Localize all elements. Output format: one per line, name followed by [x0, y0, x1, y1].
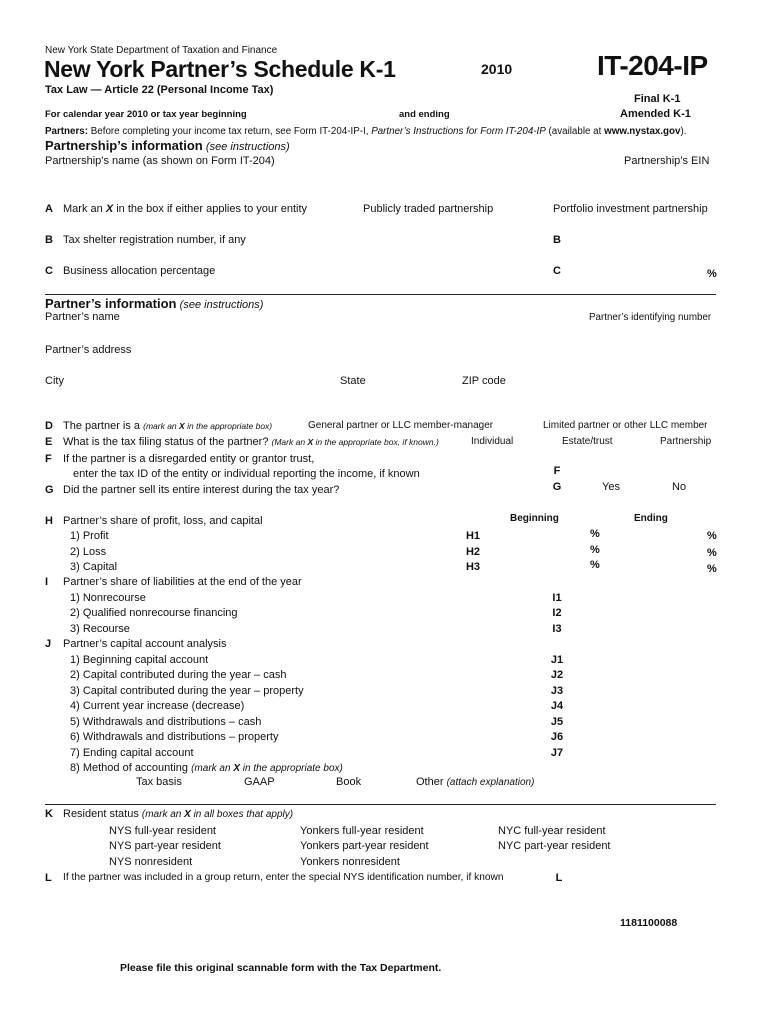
j1-label: 1) Beginning capital account — [70, 654, 209, 666]
limited-partner-checkbox[interactable]: Limited partner or other LLC member — [543, 420, 708, 431]
line-g-letter: G — [45, 484, 54, 496]
j7-label: 7) Ending capital account — [70, 747, 194, 759]
line-d-label: The partner is a (mark an X in the appropriate box) — [63, 420, 273, 432]
nys-full-year-checkbox[interactable]: NYS full-year resident — [109, 825, 216, 837]
j5-amount-field[interactable]: J5 — [550, 716, 564, 728]
i2-amount-field[interactable]: I2 — [552, 607, 562, 619]
j3-label: 3) Capital contributed during the year – property — [70, 685, 304, 697]
and-ending-label: and ending — [399, 109, 450, 120]
j1-amount-field[interactable]: J1 — [550, 654, 564, 666]
partnership-ein-field[interactable]: Partnership’s EIN — [624, 155, 710, 167]
city-field[interactable]: City — [45, 375, 64, 387]
h3-begin-percent-field[interactable]: % — [590, 559, 600, 571]
tax-shelter-field[interactable]: B — [553, 234, 561, 246]
nys-nonresident-checkbox[interactable]: NYS nonresident — [109, 856, 193, 868]
line-e-label: What is the tax filing status of the partner? (Mark an X in the appropriate box, if known.) — [63, 436, 439, 448]
line-h-letter: H — [45, 515, 53, 527]
line-g-code: G — [552, 481, 562, 493]
i2-label: 2) Qualified nonrecourse financing — [70, 607, 238, 619]
line-e-letter: E — [45, 436, 53, 448]
line-k-letter: K — [45, 808, 53, 820]
h2-begin-percent-field[interactable]: % — [590, 544, 600, 556]
partner-name-field[interactable]: Partner’s name — [45, 311, 120, 323]
nystax-link[interactable]: www.nystax.gov — [604, 126, 681, 137]
line-b-letter: B — [45, 234, 53, 246]
j6-amount-field[interactable]: J6 — [550, 731, 564, 743]
estate-trust-checkbox[interactable]: Estate/trust — [562, 436, 613, 447]
h1-label: 1) Profit — [70, 530, 109, 542]
portfolio-investment-checkbox[interactable]: Portfolio investment partnership — [553, 203, 708, 215]
h3-code: H3 — [465, 561, 481, 573]
line-l-letter: L — [45, 872, 52, 884]
line-k-label: Resident status (mark an X in all boxes that apply) — [63, 808, 294, 820]
tax-law-line: Tax Law — Article 22 (Personal Income Tax) — [45, 84, 274, 96]
line-a-label: Mark an X in the box if either applies to your entity — [63, 203, 307, 215]
partner-address-field[interactable]: Partner’s address — [45, 344, 132, 356]
h1-code: H1 — [465, 530, 481, 542]
calendar-year-label: For calendar year 2010 or tax year beginning — [45, 109, 247, 120]
yonkers-nonresident-checkbox[interactable]: Yonkers nonresident — [300, 856, 400, 868]
i3-amount-field[interactable]: I3 — [552, 623, 562, 635]
h3-end-percent-field[interactable]: % — [707, 563, 717, 575]
i3-label: 3) Recourse — [70, 623, 130, 635]
partnership-checkbox[interactable]: Partnership — [660, 436, 712, 447]
line-f-label-1: If the partner is a disregarded entity or grantor trust, — [63, 453, 315, 465]
line-c-label: Business allocation percentage — [63, 265, 216, 277]
h3-label: 3) Capital — [70, 561, 118, 573]
line-l-label: If the partner was included in a group return, enter the special NYS identification number, if known — [63, 872, 504, 883]
line-j-label: Partner’s capital account analysis — [63, 638, 227, 650]
h1-begin-percent-field[interactable]: % — [590, 528, 600, 540]
j3-amount-field[interactable]: J3 — [550, 685, 564, 697]
nyc-part-year-checkbox[interactable]: NYC part-year resident — [498, 840, 611, 852]
h2-label: 2) Loss — [70, 546, 107, 558]
j8-label: 8) Method of accounting (mark an X in the appropriate box) — [70, 762, 343, 774]
line-g-label: Did the partner sell its entire interest during the tax year? — [63, 484, 340, 496]
line-a-letter: A — [45, 203, 53, 215]
i1-amount-field[interactable]: I1 — [552, 592, 562, 604]
divider — [45, 294, 716, 295]
form-id: IT-204-IP — [597, 50, 708, 81]
tax-basis-checkbox[interactable]: Tax basis — [136, 776, 182, 788]
line-c-letter: C — [45, 265, 53, 277]
tax-year: 2010 — [481, 61, 513, 77]
nyc-full-year-checkbox[interactable]: NYC full-year resident — [498, 825, 606, 837]
partnership-info-heading: Partnership’s information (see instructions) — [45, 138, 290, 153]
filing-notice: Please file this original scannable form with the Tax Department. — [120, 962, 442, 974]
j6-label: 6) Withdrawals and distributions – property — [70, 731, 279, 743]
form-title: New York Partner’s Schedule K-1 — [44, 56, 396, 82]
zip-field[interactable]: ZIP code — [462, 375, 506, 387]
sold-no-checkbox[interactable]: No — [672, 481, 687, 493]
publicly-traded-checkbox[interactable]: Publicly traded partnership — [363, 203, 494, 215]
individual-checkbox[interactable]: Individual — [471, 436, 514, 447]
group-return-id-field[interactable]: L — [555, 872, 563, 884]
line-h-label: Partner’s share of profit, loss, and capital — [63, 515, 263, 527]
amended-k1-checkbox[interactable]: Amended K-1 — [620, 108, 691, 120]
line-i-letter: I — [45, 576, 49, 588]
beginning-header: Beginning — [510, 513, 559, 524]
h2-end-percent-field[interactable]: % — [707, 547, 717, 559]
j4-amount-field[interactable]: J4 — [550, 700, 564, 712]
line-f-label-2: enter the tax ID of the entity or individual reporting the income, if known — [73, 468, 420, 480]
general-partner-checkbox[interactable]: General partner or LLC member-manager — [308, 420, 494, 431]
i1-label: 1) Nonrecourse — [70, 592, 146, 604]
line-d-letter: D — [45, 420, 53, 432]
partners-note: Partners: Before completing your income tax return, see Form IT-204-IP-I, Partner’s Instructions for Form IT-204-IP (available at www.nystax.gov). — [45, 126, 687, 137]
nys-part-year-checkbox[interactable]: NYS part-year resident — [109, 840, 221, 852]
line-f-letter: F — [45, 453, 52, 465]
percent-sign: % — [707, 268, 717, 280]
book-checkbox[interactable]: Book — [336, 776, 362, 788]
partnership-name-field[interactable]: Partnership’s name (as shown on Form IT-204) — [45, 155, 275, 167]
partner-id-field[interactable]: Partner’s identifying number — [589, 312, 712, 323]
j4-label: 4) Current year increase (decrease) — [70, 700, 245, 712]
divider — [45, 804, 716, 805]
h2-code: H2 — [465, 546, 481, 558]
partner-info-heading: Partner’s information (see instructions) — [45, 296, 264, 311]
line-b-label: Tax shelter registration number, if any — [63, 234, 246, 246]
allocation-percentage-field[interactable]: C — [553, 265, 561, 277]
j5-label: 5) Withdrawals and distributions – cash — [70, 716, 262, 728]
line-j-letter: J — [45, 638, 52, 650]
h1-end-percent-field[interactable]: % — [707, 530, 717, 542]
gaap-checkbox[interactable]: GAAP — [244, 776, 275, 788]
yonkers-part-year-checkbox[interactable]: Yonkers part-year resident — [300, 840, 429, 852]
final-k1-checkbox[interactable]: Final K-1 — [634, 93, 681, 105]
j2-label: 2) Capital contributed during the year – cash — [70, 669, 287, 681]
department-name: New York State Department of Taxation and Finance — [45, 45, 278, 56]
sold-yes-checkbox[interactable]: Yes — [602, 481, 620, 493]
j2-amount-field[interactable]: J2 — [550, 669, 564, 681]
yonkers-full-year-checkbox[interactable]: Yonkers full-year resident — [300, 825, 424, 837]
j7-amount-field[interactable]: J7 — [550, 747, 564, 759]
state-field[interactable]: State — [340, 375, 366, 387]
barcode-number: 1181100088 — [620, 917, 678, 929]
ending-header: Ending — [634, 513, 668, 524]
line-i-label: Partner’s share of liabilities at the end of the year — [63, 576, 302, 588]
disregarded-entity-id-field[interactable]: F — [553, 465, 561, 477]
other-method-checkbox[interactable]: Other (attach explanation) — [416, 776, 535, 788]
